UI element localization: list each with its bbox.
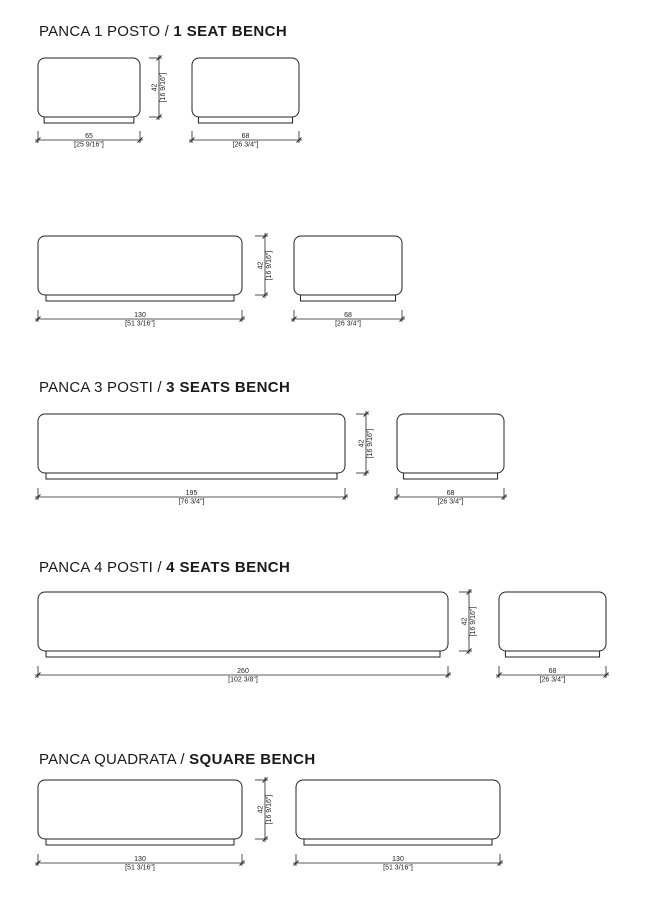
height-dimension-3-value: 42 [358,439,366,448]
depth-dimension-1-value: 68 [241,133,250,140]
bench-side-view-4-body [499,592,606,651]
bench-front-view-2 [38,236,242,301]
width-dimension-5-value-in: [51 3/16"] [125,864,155,872]
depth-dimension-2-value-in: [26 3/4"] [335,320,361,328]
bench-side-view-2 [294,236,402,301]
bench-front-view-5 [38,780,242,845]
width-dimension-2-value-in: [51 3/16"] [125,320,155,328]
bench-side-view-2-body [294,236,402,295]
height-dimension-5-value-in: [16 9/16"] [266,794,273,825]
depth-dimension-3-value-in: [26 3/4"] [437,498,464,506]
depth-dimension-4-value: 68 [548,668,557,675]
width-dimension-4-value: 260 [237,668,249,675]
height-dimension-2-value: 42 [257,261,265,270]
depth-dimension-4-value-in: [26 3/4"] [539,676,566,684]
bench-side-view-3 [397,414,504,479]
depth-dimension-3-value: 68 [446,490,455,497]
width-dimension-1-value: 65 [85,133,93,140]
width-dimension-3-value: 195 [185,490,198,497]
bench-side-view-1-body [192,58,299,117]
depth-dimension-5-value-in: [51 3/16"] [383,864,413,872]
section-title-1-seat: PANCA 1 POSTO / 1 SEAT BENCH [39,23,288,40]
width-dimension-1-value-in: [25 9/16"] [74,141,104,149]
bench-front-view-1 [38,58,140,123]
height-dimension-2-value-in: [16 9/16"] [266,250,273,281]
height-dimension-5-value: 42 [257,805,265,814]
width-dimension-5-value: 130 [134,856,146,863]
bench-front-view-2-body [38,236,242,295]
height-dimension-3-value-in: [16 9/16"] [367,428,374,459]
width-dimension-3-value-in: [76 3/4"] [178,498,205,506]
section-title-3-seats: PANCA 3 POSTI / 3 SEATS BENCH [39,379,291,396]
height-dimension-4-value-in: [16 9/16"] [470,606,477,637]
height-dimension-1-value: 42 [151,83,159,92]
width-dimension-2-value: 130 [134,312,146,319]
bench-side-view-1 [192,58,299,123]
bench-front-view-4-body [38,592,448,651]
depth-dimension-2-value: 68 [344,312,352,319]
section-title-square: PANCA QUADRATA / SQUARE BENCH [39,751,316,768]
bench-front-view-3-body [38,414,345,473]
bench-front-view-5-body [38,780,242,839]
bench-front-view-3 [38,414,345,479]
height-dimension-1-value-in: [16 9/16"] [160,72,167,103]
bench-front-view-4 [38,592,448,657]
depth-dimension-1-value-in: [26 3/4"] [232,141,259,149]
height-dimension-4-value: 42 [461,617,469,626]
section-title-4-seats: PANCA 4 POSTI / 4 SEATS BENCH [39,559,291,576]
width-dimension-4-value-in: [102 3/8"] [228,676,258,684]
bench-side-view-4 [499,592,606,657]
depth-dimension-5-value: 130 [392,856,404,863]
bench-side-view-3-body [397,414,504,473]
bench-side-view-5-body [296,780,500,839]
bench-side-view-5 [296,780,500,845]
bench-front-view-1-body [38,58,140,117]
